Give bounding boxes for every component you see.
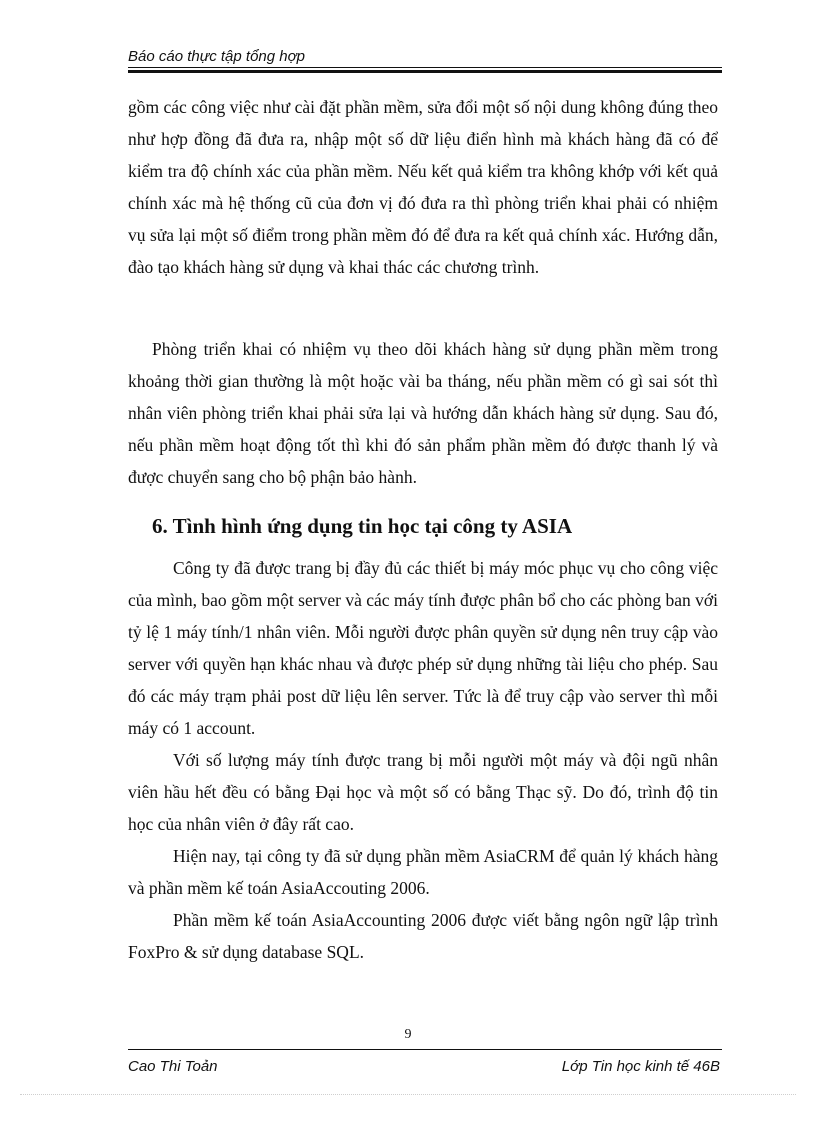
page-edge-dotted-line: [20, 1094, 796, 1095]
paragraph-1: gồm các công việc như cài đặt phần mềm, sửa đổi một số nội dung không đúng theo như hợp đồng đã đưa ra, nhập một số dữ liệu điển hình mà khách hàng đã có để kiểm tra độ chính xác của phần mềm. Nếu kết quả kiểm tra không khớp với kết quả chính xác mà hệ thống cũ của đơn vị đó đưa ra thì phòng triển khai phải có nhiệm vụ sửa lại một số điểm trong phần mềm đó để đưa ra kết quả chính xác. Hướng dẫn, đào tạo khách hàng sử dụng và khai thác các chương trình.: [128, 97, 718, 277]
footer-author: Cao Thi Toản: [128, 1058, 218, 1075]
paragraph-5: Hiện nay, tại công ty đã sử dụng phần mềm AsiaCRM để quản lý khách hàng và phần mềm kế toán AsiaAccouting 2006.: [128, 846, 718, 898]
header-title: Báo cáo thực tập tổng hợp: [128, 48, 306, 65]
paragraph-3: Công ty đã được trang bị đầy đủ các thiết bị máy móc phục vụ cho công việc của mình, bao gồm một server và các máy tính được phân bổ cho các phòng ban với tỷ lệ 1 máy tính/1 nhân viên. Mỗi người được phân quyền sử dụng nên truy cập vào server với quyền hạn khác nhau và được phép sử dụng những tài liệu cho phép. Sau đó các máy trạm phải post dữ liệu lên server. Tức là để truy cập vào server thì mỗi máy có 1 account.: [128, 558, 718, 738]
header-rule-thick: [128, 70, 722, 73]
paragraph-2: Phòng triển khai có nhiệm vụ theo dõi khách hàng sử dụng phần mềm trong khoảng thời gian thường là một hoặc vài ba tháng, nếu phần mềm có gì sai sót thì nhân viên phòng triển khai phải sửa lại và hướng dẫn khách hàng sử dụng. Sau đó, nếu phần mềm hoạt động tốt thì khi đó sản phẩm phần mềm đó được thanh lý và được chuyển sang cho bộ phận bảo hành.: [128, 339, 718, 487]
footer-class: Lớp Tin học kinh tế 46B: [561, 1058, 720, 1075]
paragraph-6: Phần mềm kế toán AsiaAccounting 2006 được viết bằng ngôn ngữ lập trình FoxPro & sử dụng database SQL.: [128, 910, 718, 962]
section-heading: 6. Tình hình ứng dụng tin học tại công ty ASIA: [152, 514, 573, 538]
header-rule-thin: [128, 67, 722, 68]
footer-rule: [128, 1049, 722, 1050]
page-number: 9: [404, 1027, 412, 1042]
paragraph-4: Với số lượng máy tính được trang bị mỗi người một máy và đội ngũ nhân viên hầu hết đều có bằng Đại học và một số có bằng Thạc sỹ. Do đó, trình độ tin học của nhân viên ở đây rất cao.: [128, 750, 718, 834]
